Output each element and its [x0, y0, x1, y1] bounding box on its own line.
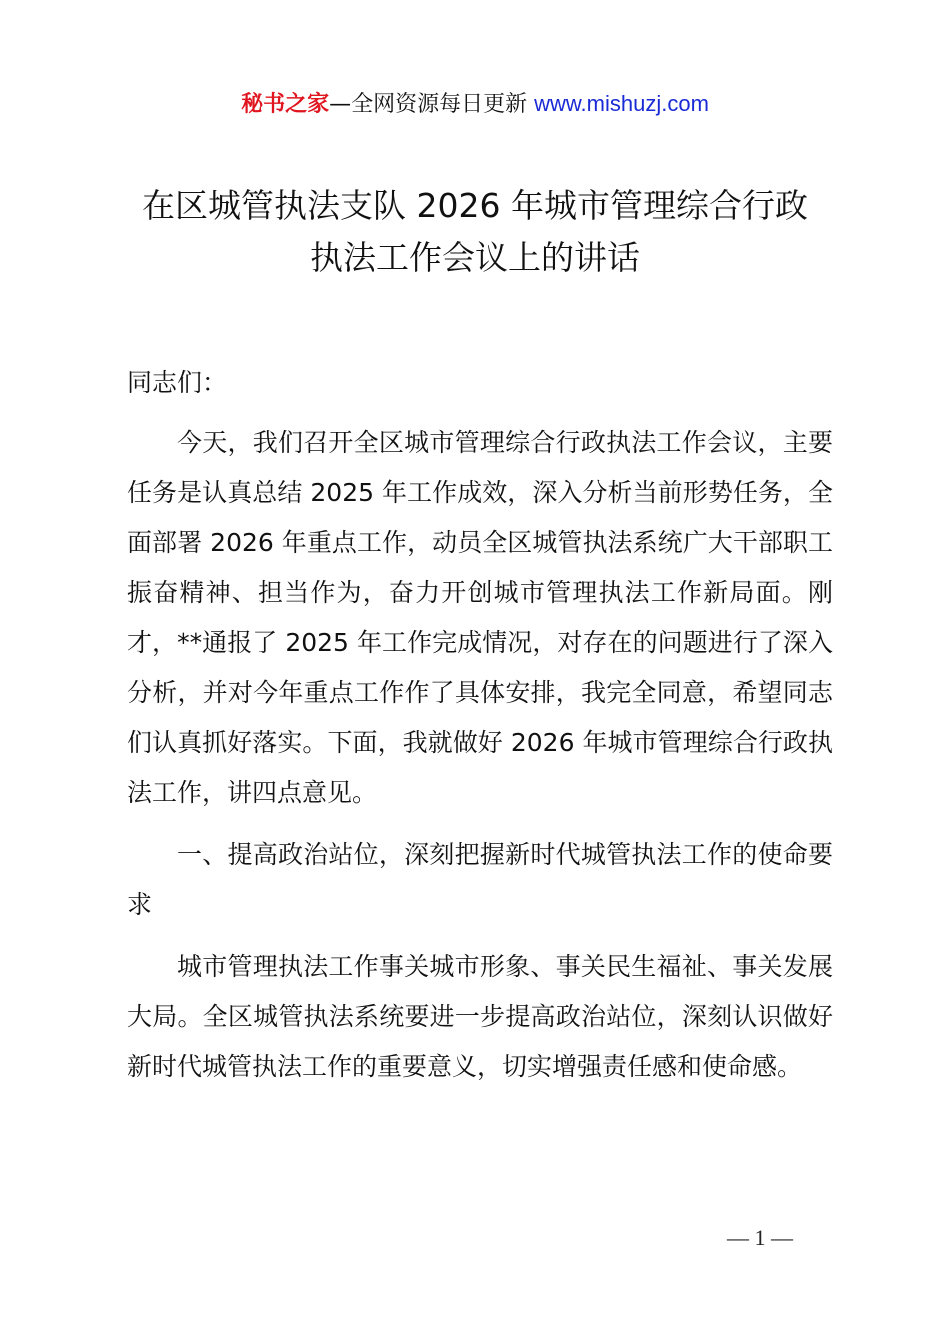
title-line-1: 在区城管执法支队 2026 年城市管理综合行政: [142, 186, 808, 225]
title-line-2: 执法工作会议上的讲话: [310, 238, 640, 277]
site-header: [0, 88, 950, 121]
site-brand: 秘书之家: [241, 92, 330, 117]
paragraph-intro: 今天，我们召开全区城市管理综合行政执法工作会议，主要任务是认真总结 2025 年工作成效，深入分析当前形势任务，全面部署 2026 年重点工作，动员全区城管执法系统广大干部职工振奋精神、担当作为，奋力开创城市管理执法工作新局面。刚才，**通报了 2025 年工作完成情况，对存在的问题进行了深入分析，并对今年重点工作作了具体安排，我完全同意，希望同志们认真抓好落实。下面，我就做好 2026 年城市管理综合行政执法工作，讲四点意见。: [127, 428, 833, 807]
section-heading-1: 一、提高政治站位，深刻把握新时代城管执法工作的使命要求: [127, 840, 833, 919]
salutation: 同志们：: [127, 368, 228, 397]
paragraph-section-1: 城市管理执法工作事关城市形象、事关民生福祉、事关发展大局。全区城管执法系统要进一步提高政治站位，深刻认识做好新时代城管执法工作的重要意义，切实增强责任感和使命感。: [127, 952, 833, 1081]
site-url-link[interactable]: www.mishuzj.com: [534, 91, 709, 116]
document-title: [100, 180, 850, 284]
page-number: — 1 —: [727, 1225, 793, 1250]
site-tagline: —全网资源每日更新: [329, 92, 528, 117]
